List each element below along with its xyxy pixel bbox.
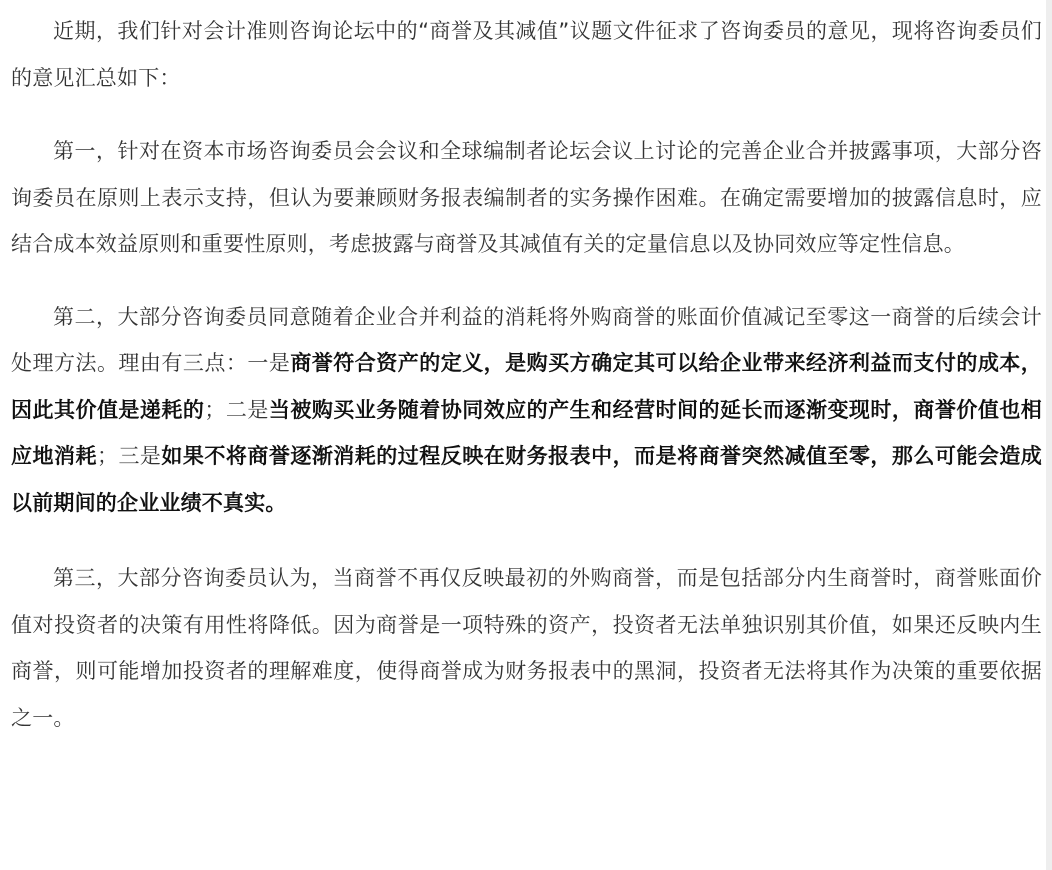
second-point-bold-3: 如果不将商誉逐渐消耗的过程反映在财务报表中，而是将商誉突然减值至零，那么可能会造成以前期间的企业业绩不真实。 — [11, 444, 1043, 515]
second-point-bold-2: 当被购买业务随着协同效应的产生和经营时间的延长而逐渐变现时，商誉价值也相应地消耗 — [11, 397, 1043, 468]
second-point-text-1: 第二，大部分咨询委员同意随着企业合并利益的消耗将外购商誉的账面价值减记至零这一商誉的后续会计处理方法。理由有三点：一是 — [11, 304, 1042, 375]
second-point-text-2: ；二是 — [204, 397, 269, 422]
second-point-bold-1: 商誉符合资产的定义，是购买方确定其可以给企业带来经济利益而支付的成本，因此其价值是递耗的 — [11, 351, 1042, 422]
page-edge-divider — [1046, 0, 1052, 870]
paragraph-third-point: 第三，大部分咨询委员认为，当商誉不再仅反映最初的外购商誉，而是包括部分内生商誉时，商誉账面价值对投资者的决策有用性将降低。因为商誉是一项特殊的资产，投资者无法单独识别其价值，如果还反映内生商誉，则可能增加投资者的理解难度，使得商誉成为财务报表中的黑洞，投资者无法将其作为决策的重要依据之一。 — [11, 566, 1042, 730]
document-body — [11, 0, 1042, 741]
second-point-text-3: ；三是 — [96, 444, 162, 468]
paragraph-second-point — [11, 294, 1042, 527]
paragraph-intro: 近期，我们针对会计准则咨询论坛中的“商誉及其减值”议题文件征求了咨询委员的意见，现将咨询委员们的意见汇总如下： — [11, 19, 1042, 90]
paragraph-first-point: 第一，针对在资本市场咨询委员会会议和全球编制者论坛会议上讨论的完善企业合并披露事项，大部分咨询委员在原则上表示支持，但认为要兼顾财务报表编制者的实务操作困难。在确定需要增加的披露信息时，应结合成本效益原则和重要性原则，考虑披露与商誉及其减值有关的定量信息以及协同效应等定性信息。 — [11, 139, 1042, 256]
